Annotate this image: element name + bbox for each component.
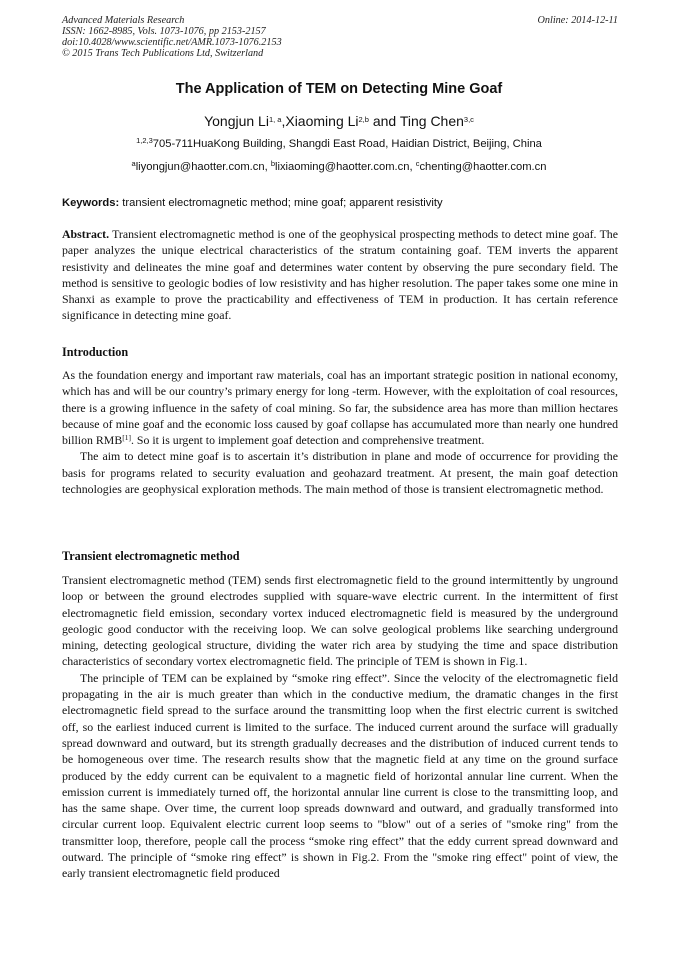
- affiliation-text: 705-711HuaKong Building, Shangdi East Road, Haidian District, Beijing, China: [152, 138, 542, 150]
- email-a-sup: a: [131, 159, 136, 168]
- journal-name: Advanced Materials Research: [62, 15, 185, 26]
- intro-paragraph-1: [62, 367, 618, 448]
- author-2: ,Xiaoming Li: [281, 113, 359, 129]
- tem-body: [62, 572, 618, 882]
- author-2-sup: 2,b: [358, 115, 369, 124]
- affiliation: [0, 138, 678, 150]
- paper-title: The Application of TEM on Detecting Mine Goaf: [175, 81, 503, 97]
- abstract-label: Abstract.: [62, 227, 110, 241]
- abstract: [62, 226, 618, 324]
- intro-p1-ref: [1]: [122, 433, 131, 443]
- tem-paragraph-1: Transient electromagnetic method (TEM) sends first electromagnetic field to the ground intermittently by unground loop or between the ground electrodes supplied with square-wave electric current. In the intermittent of first electromagnetic field emission, secondary vortex induced electromagnetic field is measured by the underground geologic good conductor with the receiving loop. We can solve geological problems like searching underground mining, detecting geological structure, dividing the water rich area by studying the time and space distribution characteristics of secondary vortex electromagnetic field. The principle of TEM is shown in Fig.1.: [62, 573, 618, 669]
- author-3: and Ting Chen: [368, 113, 464, 129]
- introduction-heading: Introduction: [62, 345, 129, 359]
- intro-paragraph-2: The aim to detect mine goaf is to ascertain it’s distribution in plane and mode of occurrence for providing the basis for programs related to security evaluation and geohazard treatment. At present, the main goaf detection technologies are geophysical exploration methods. The main method of those is transient electromagnetic method.: [62, 449, 618, 497]
- author-emails: [0, 161, 678, 173]
- email-b: lixiaoming@haotter.com.cn,: [274, 161, 416, 173]
- author-3-sup: 3,c: [463, 115, 474, 124]
- email-a: liyongjun@haotter.com.cn,: [135, 161, 271, 173]
- email-c: chenting@haotter.com.cn: [419, 161, 547, 173]
- keywords-label: Keywords:: [62, 197, 120, 209]
- author-list: [0, 113, 678, 129]
- author-1: Yongjun Li: [204, 113, 269, 129]
- online-date: Online: 2014-12-11: [537, 15, 618, 26]
- introduction-body: [62, 367, 618, 497]
- intro-p1-text: As the foundation energy and important raw materials, coal has an important strategic position in national economy, which has and will be our country’s primary energy for long -term. However, with the exploitation of coal resources, there is a growing influence in the safety of coal mining. So far, the subsidence area has more than million hectares because of mine goaf and the economic loss caused by goaf collapse has accumulated more than nearly one hundred billion RMB: [62, 368, 618, 448]
- email-c-sup: c: [415, 159, 420, 168]
- author-1-sup: 1, a: [268, 115, 282, 124]
- affiliation-sup: 1,2,3: [136, 136, 153, 145]
- issn-line: ISSN: 1662-8985, Vols. 1073-1076, pp 2153-2157: [62, 26, 266, 37]
- tem-heading: Transient electromagnetic method: [62, 549, 240, 563]
- email-b-sup: b: [270, 159, 275, 168]
- doi-line: doi:10.4028/www.scientific.net/AMR.1073-1076.2153: [62, 37, 282, 48]
- abstract-text: Transient electromagnetic method is one of the geophysical prospecting methods to detect mine goaf. The paper analyzes the unique electrical characteristics of the stratum containing goaf. TEM inverts the apparent resistivity and delineates the mine goaf and determines water content by observing the pure secondary field. The method is sensitive to geologic bodies of low resistivity and has higher resolution. The paper takes some one mine in Shanxi as example to prove the practicability and effectiveness of TEM in production. It has certain reference significance in detecting mine goaf.: [62, 227, 618, 323]
- keywords-text: transient electromagnetic method; mine goaf; apparent resistivity: [119, 197, 443, 209]
- intro-p1-end: . So it is urgent to implement goaf detection and comprehensive treatment.: [130, 433, 485, 448]
- copyright-line: © 2015 Trans Tech Publications Ltd, Switzerland: [62, 48, 264, 59]
- keywords: [62, 197, 618, 209]
- journal-header: [62, 15, 618, 59]
- abstract-paragraph: [62, 226, 618, 324]
- tem-paragraph-2: The principle of TEM can be explained by “smoke ring effect”. Since the velocity of the electromagnetic field propagating in the air is much greater than which in the conductive medium, the dramatic changes in the first electromagnetic field spread to the surface around the transmitting loop when the first electric current is switched off, so the earliest induced current is limited to the surface. The induced current around the surface will gradually spread downward and outward, but its strength gradually decreases and the distribution of induced current tends to be homogeneous over time. The research results show that the magnetic field at any time on the ground surface produced by the eddy current can be equivalent to a magnetic field of horizontal annular line current. When the emission current is immediately turned off, the horizontal annular line current is close to the transmitting loop, and has the same shape. Over time, the current loop spreads downward and outward, and gradually transformed into circular current loop. Equivalent electric current loop seems to "blow" out of a series of "smoke ring" from the transmitter loop, therefore, people call the process “smoke ring effect” that the eddy current spread downward and outward. The principle of “smoke ring effect” is shown in Fig.2. From the "smoke ring effect" point of view, the early transient electromagnetic field produced: [62, 670, 618, 881]
